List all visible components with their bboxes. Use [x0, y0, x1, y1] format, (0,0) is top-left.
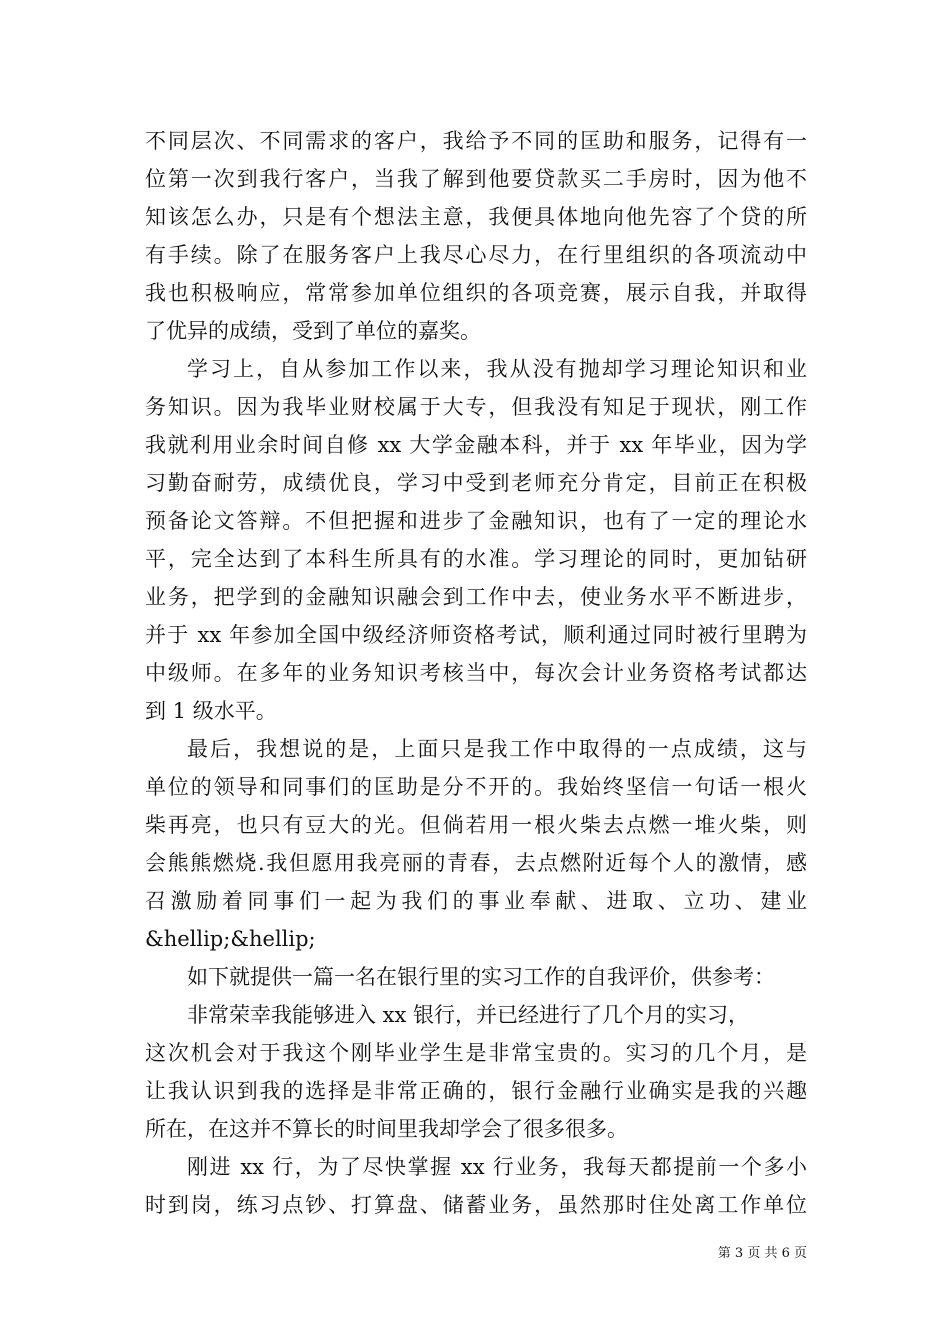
text-line: 并于 xx 年参加全国中级经济师资格考试，顺利通过同时被行里聘为 [145, 623, 807, 647]
text-line: 位第一次到我行客户，当我了解到他要贷款买二手房时，因为他不 [145, 167, 807, 191]
text-line: 刚进 xx 行，为了尽快掌握 xx 行业务，我每天都提前一个多小 [187, 1155, 807, 1179]
text-line: 时到岗，练习点钞、打算盘、储蓄业务，虽然那时住处离工作单位 [145, 1193, 807, 1217]
text-line: 所在，在这并不算长的时间里我却学会了很多很多。 [145, 1117, 628, 1141]
text-line: 学习上，自从参加工作以来，我从没有抛却学习理论知识和业 [187, 357, 807, 381]
text-line: 单位的领导和同事们的匡助是分不开的。我始终坚信一句话一根火 [145, 775, 807, 799]
text-line: 了优异的成绩，受到了单位的嘉奖。 [145, 319, 481, 343]
text-line: &hellip;&hellip; [145, 927, 316, 951]
text-line: 平，完全达到了本科生所具有的水准。学习理论的同时，更加钻研 [145, 547, 807, 571]
text-line: 我也积极响应，常常参加单位组织的各项竞赛，展示自我，并取得 [145, 281, 807, 305]
text-line: 有手续。除了在服务客户上我尽心尽力，在行里组织的各项流动中 [145, 243, 807, 267]
text-line: 如下就提供一篇一名在银行里的实习工作的自我评价，供参考： [187, 965, 775, 989]
text-line: 务知识。因为我毕业财校属于大专，但我没有知足于现状，刚工作 [145, 395, 807, 419]
text-line: 非常荣幸我能够进入 xx 银行，并已经进行了几个月的实习， [187, 1003, 750, 1027]
text-line: 我就利用业余时间自修 xx 大学金融本科，并于 xx 年毕业，因为学 [145, 433, 807, 457]
text-line: 最后，我想说的是，上面只是我工作中取得的一点成绩，这与 [187, 737, 807, 761]
text-line: 中级师。在多年的业务知识考核当中，每次会计业务资格考试都达 [145, 661, 807, 685]
text-line: 柴再亮，也只有豆大的光。但倘若用一根火柴去点燃一堆火柴，则 [145, 813, 807, 837]
text-line: 习勤奋耐劳，成绩优良，学习中受到老师充分肯定，目前正在积极 [145, 471, 807, 495]
text-line: 知该怎么办，只是有个想法主意，我便具体地向他先容了个贷的所 [145, 205, 807, 229]
text-line: 预备论文答辩。不但把握和进步了金融知识，也有了一定的理论水 [145, 509, 807, 533]
body-text [145, 122, 807, 1224]
text-line: 会熊熊燃烧.我但愿用我亮丽的青春，去点燃附近每个人的激情，感 [145, 851, 807, 875]
text-line: 召激励着同事们一起为我们的事业奉献、进取、立功、建业 [145, 889, 807, 913]
text-line: 不同层次、不同需求的客户，我给予不同的匡助和服务，记得有一 [145, 129, 807, 153]
text-line: 到 1 级水平。 [145, 699, 277, 723]
page-number: 第 3 页 共 6 页 [717, 1246, 807, 1261]
text-line: 让我认识到我的选择是非常正确的，银行金融行业确实是我的兴趣 [145, 1079, 807, 1103]
text-line: 业务，把学到的金融知识融会到工作中去，使业务水平不断进步， [145, 585, 807, 609]
text-line: 这次机会对于我这个刚毕业学生是非常宝贵的。实习的几个月，是 [145, 1041, 807, 1065]
